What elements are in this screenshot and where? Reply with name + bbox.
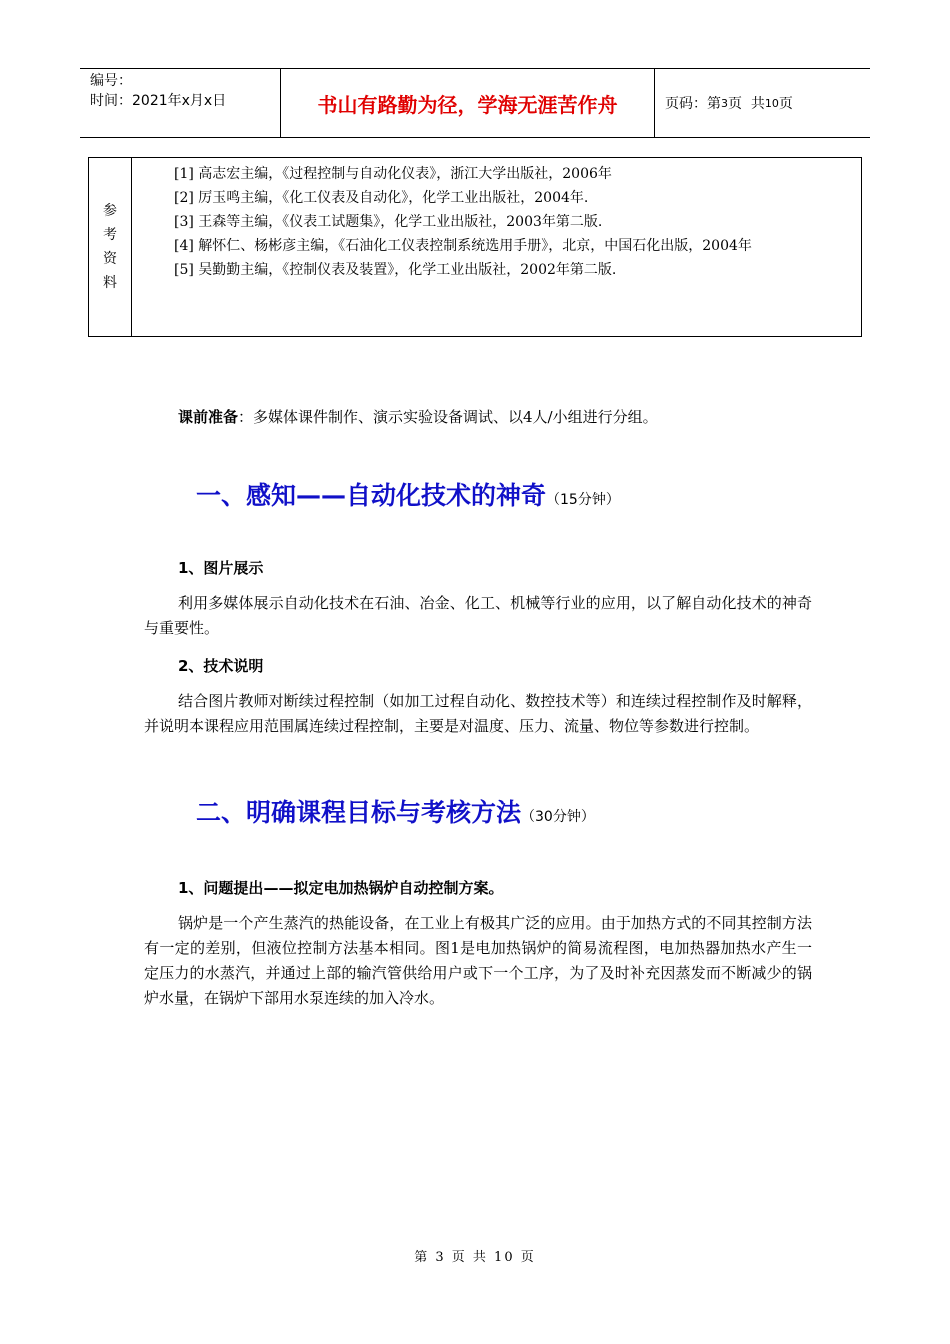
page-mid: 页 共 xyxy=(728,96,765,112)
prep-text: ：多媒体课件制作、演示实验设备调试、以4人/小组进行分组。 xyxy=(238,408,658,426)
ref-label-char: 资 xyxy=(103,251,117,267)
reference-item: [1] 高志宏主编，《过程控制与自动化仪表》，浙江大学出版社，2006年 xyxy=(174,166,612,182)
section1-heading xyxy=(196,476,620,512)
section1-sub2-text: 结合图片教师对断续过程控制（如加工过程自动化、数控技术等）和连续过程控制作及时解释，并说明本课程应用范围属连续过程控制，主要是对温度、压力、流量、物位等参数进行控制。 xyxy=(144,692,812,735)
page-header xyxy=(80,68,870,138)
section1-title: 一、感知——自动化技术的神奇 xyxy=(196,481,547,510)
reference-item: [2] 厉玉鸣主编，《化工仪表及自动化》，化学工业出版社，2004年. xyxy=(174,190,589,206)
ref-label-char: 料 xyxy=(103,275,117,291)
page-prefix: 页码：第 xyxy=(665,96,721,112)
section2-sub1-title: 1、问题提出——拟定电加热锅炉自动控制方案。 xyxy=(178,879,504,897)
ref-label-char: 考 xyxy=(103,227,117,243)
references-list xyxy=(132,158,861,336)
section1-duration: （15分钟） xyxy=(546,492,620,508)
page-suffix: 页 xyxy=(778,96,793,112)
header-motto: 书山有路勤为径，学海无涯苦作舟 xyxy=(280,69,655,137)
section2-heading xyxy=(196,793,595,829)
section2-title: 二、明确课程目标与考核方法 xyxy=(196,798,522,827)
page-footer: 第 3 页 共 10 页 xyxy=(414,1250,536,1265)
class-preparation xyxy=(178,406,658,427)
section1-sub1-title: 1、图片展示 xyxy=(178,559,264,577)
code-label: 编号： xyxy=(90,73,132,89)
reference-item: [5] 吴勤勤主编，《控制仪表及装置》，化学工业出版社，2002年第二版. xyxy=(174,262,617,278)
reference-item: [4] 解怀仁、杨彬彦主编，《石油化工仪表控制系统选用手册》，北京，中国石化出版，2004年 xyxy=(174,238,752,254)
header-page-number xyxy=(655,69,870,137)
page-total: 10 xyxy=(764,96,779,110)
ref-label-char: 参 xyxy=(103,203,117,219)
section1-sub2-title: 2、技术说明 xyxy=(178,657,264,675)
references-table xyxy=(88,157,862,337)
page-num: 3 xyxy=(721,96,728,110)
prep-label: 课前准备 xyxy=(178,408,239,426)
time-label: 时间：2021年x月x日 xyxy=(90,93,227,109)
reference-item: [3] 王森等主编，《仪表工试题集》，化学工业出版社，2003年第二版. xyxy=(174,214,603,230)
section2-duration: （30分钟） xyxy=(521,809,595,825)
section2-sub1-text: 锅炉是一个产生蒸汽的热能设备，在工业上有极其广泛的应用。由于加热方式的不同其控制方法有一定的差别，但液位控制方法基本相同。图1是电加热锅炉的简易流程图，电加热器加热水产生一定压力的水蒸汽，并通过上部的输汽管供给用户或下一个工序，为了及时补充因蒸发而不断减少的锅炉水量，在锅炉下部用水泵连续的加入冷水。 xyxy=(144,914,812,1007)
references-label xyxy=(89,158,132,336)
section1-sub1-text: 利用多媒体展示自动化技术在石油、冶金、化工、机械等行业的应用，以了解自动化技术的神奇与重要性。 xyxy=(144,594,812,637)
header-meta xyxy=(80,69,280,137)
